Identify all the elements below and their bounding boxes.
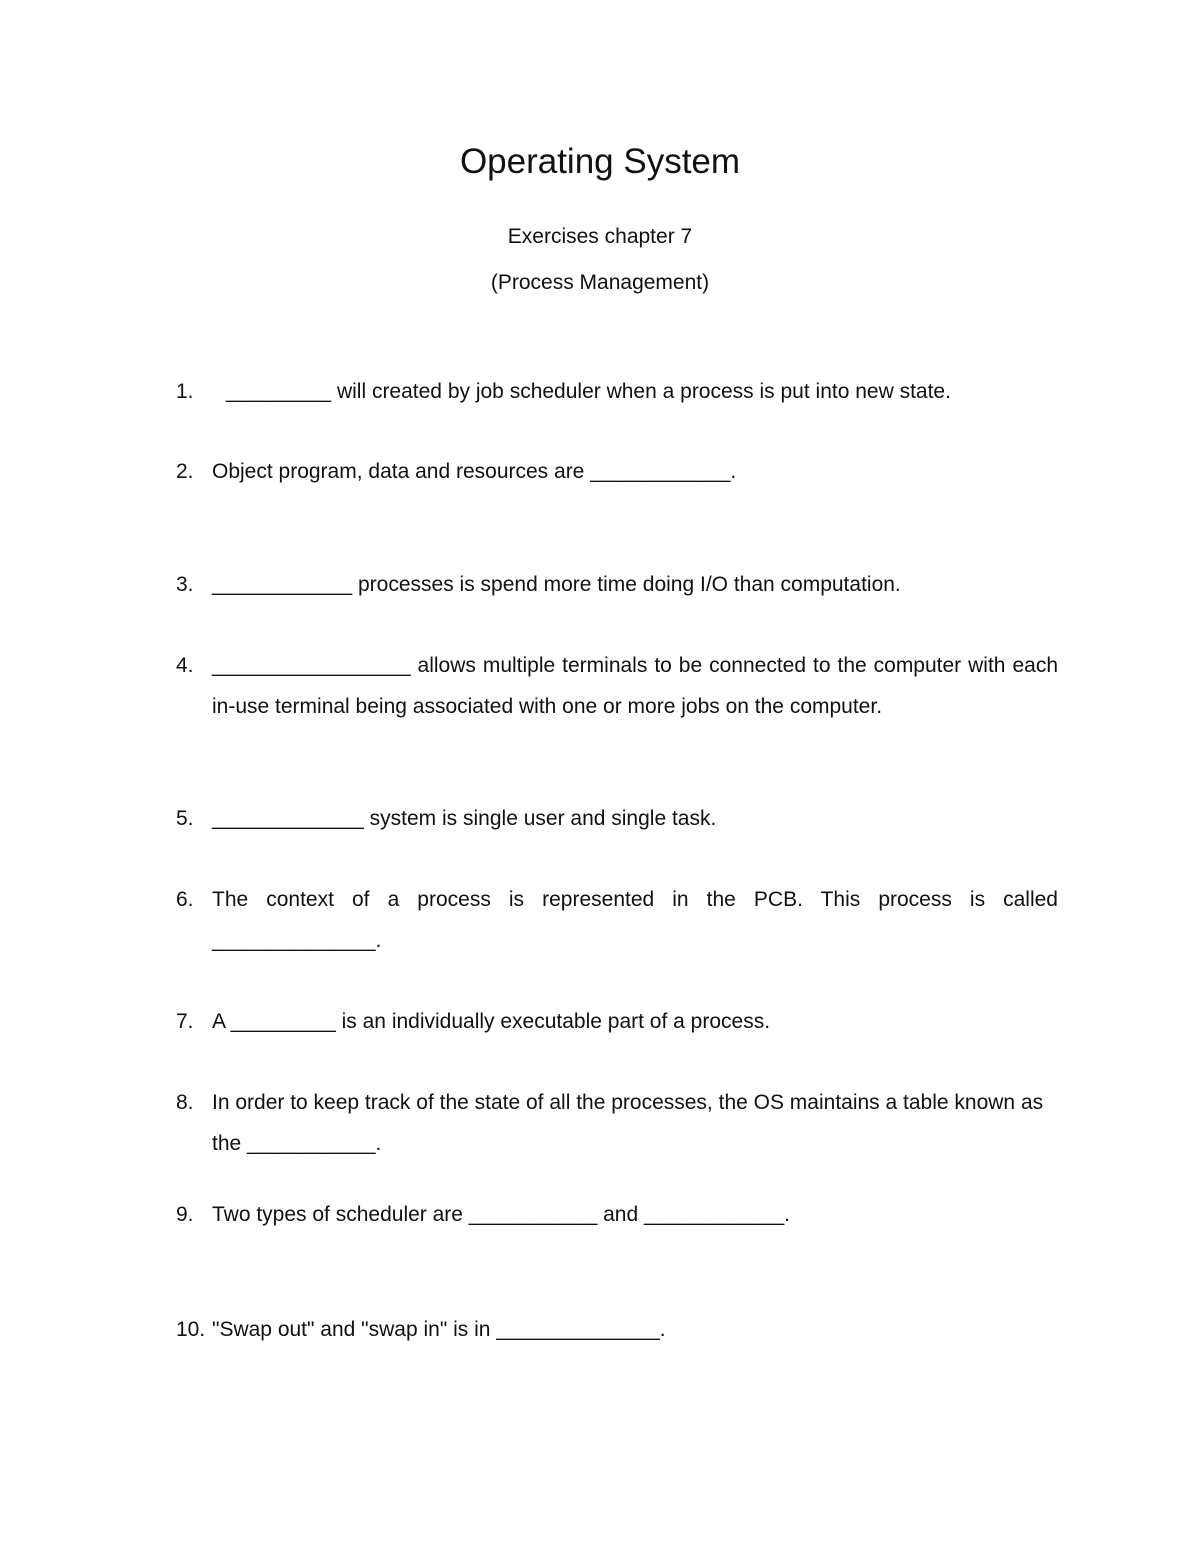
question-text: "Swap out" and "swap in" is in ______________. <box>212 1318 666 1341</box>
question-number: 5. <box>176 807 194 830</box>
question-text: Two types of scheduler are ___________ and ____________. <box>212 1203 790 1226</box>
question-text: In order to keep track of the state of all the processes, the OS maintains a table known as the ___________. <box>212 1091 1044 1155</box>
question-text: A _________ is an individually executable part of a process. <box>212 1010 771 1033</box>
question-number: 8. <box>176 1091 194 1114</box>
question-number: 3. <box>176 573 194 596</box>
question-number: 9. <box>176 1203 194 1226</box>
question-number: 7. <box>176 1010 194 1033</box>
document-subtitle-chapter: Exercises chapter 7 <box>507 225 693 248</box>
question-number: 10. <box>176 1318 206 1341</box>
question-number: 2. <box>176 460 194 483</box>
question-number: 4. <box>176 654 194 677</box>
question-text: The context of a process is represented in the PCB. This process is called ______________. <box>212 888 1058 952</box>
question-text: Object program, data and resources are ____________. <box>212 460 737 483</box>
document-subtitle-topic: (Process Management) <box>490 271 710 294</box>
question-text: ____________ processes is spend more time doing I/O than computation. <box>212 573 901 596</box>
document-title: Operating System <box>459 142 741 181</box>
question-number: 1. <box>176 380 194 403</box>
question-text: _________________ allows multiple terminals to be connected to the computer with each in-use terminal being associated with one or more jobs on the computer. <box>212 654 1058 718</box>
question-text: _____________ system is single user and single task. <box>212 807 717 830</box>
question-text: _________ will created by job scheduler when a process is put into new state. <box>226 380 951 403</box>
question-number: 6. <box>176 888 194 911</box>
